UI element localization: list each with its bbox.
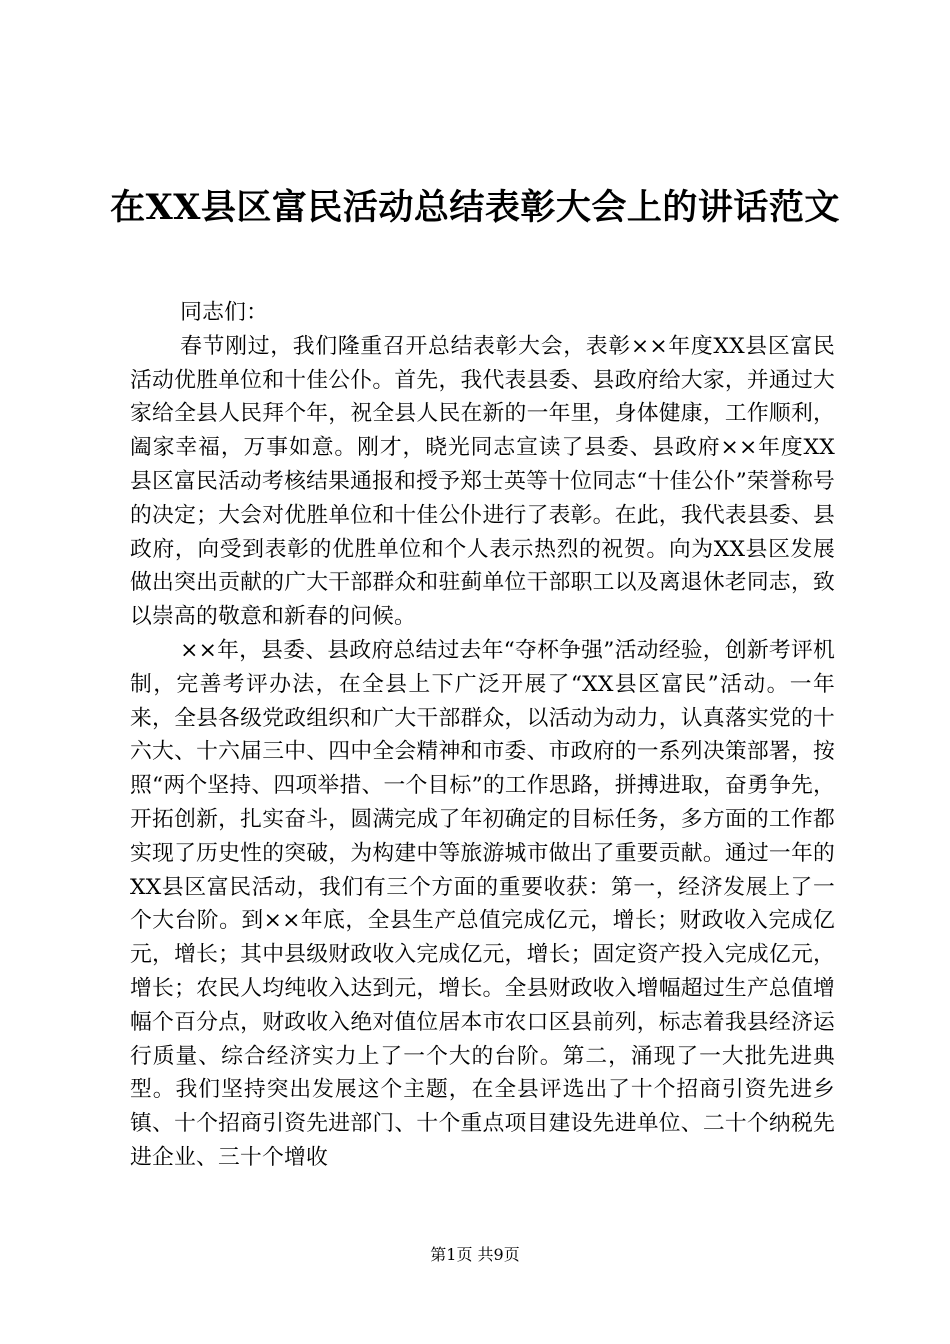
document-title: 在XX县区富民活动总结表彰大会上的讲话范文 bbox=[110, 187, 840, 228]
salutation: 同志们： bbox=[180, 300, 269, 325]
paragraph-2: ××年，县委、县政府总结过去年“夺杯争强”活动经验，创新考评机制，完善考评办法，在全县上下广泛开展了“XX县区富民”活动。一年来，全县各级党政组织和广大干部群众，以活动为动力，认真落实党的十六大、十六届三中、四中全会精神和市委、市政府的一系列决策部署，按照“两个坚持、四项举措、一个目标”的工作思路，拼搏进取，奋勇争先，开拓创新，扎实奋斗，圆满完成了年初确定的目标任务，多方面的工作都实现了历史性的突破，为构建中等旅游城市做出了重要贡献。通过一年的XX县区富民活动，我们有三个方面的重要收获：第一，经济发展上了一个大台阶。到××年底，全县生产总值完成亿元，增长；财政收入完成亿元，增长；其中县级财政收入完成亿元，增长；固定资产投入完成亿元，增长；农民人均纯收入达到元，增长。全县财政收入增幅超过生产总值增幅个百分点，财政收入绝对值位居本市农口区县前列，标志着我县经济运行质量、综合经济实力上了一个大的台阶。第二，涌现了一大批先进典型。我们坚持突出发展这个主题，在全县评选出了十个招商引资先进乡镇、十个招商引资先进部门、十个重点项目建设先进单位、二十个纳税先进企业、三十个增收 bbox=[130, 637, 835, 1170]
document-body bbox=[130, 296, 835, 1175]
page-number-footer: 第1页 共9页 bbox=[430, 1245, 520, 1264]
paragraph-1: 春节刚过，我们隆重召开总结表彰大会，表彰××年度XX县区富民活动优胜单位和十佳公仆。首先，我代表县委、县政府给大家，并通过大家给全县人民拜个年，祝全县人民在新的一年里，身体健康，工作顺利，阖家幸福，万事如意。刚才，晓光同志宣读了县委、县政府××年度XX县区富民活动考核结果通报和授予郑士英等十位同志“十佳公仆”荣誉称号的决定；大会对优胜单位和十佳公仆进行了表彰。在此，我代表县委、县政府，向受到表彰的优胜单位和个人表示热烈的祝贺。向为XX县区发展做出突出贡献的广大干部群众和驻蓟单位干部职工以及离退休老同志，致以崇高的敬意和新春的问候。 bbox=[130, 333, 835, 630]
